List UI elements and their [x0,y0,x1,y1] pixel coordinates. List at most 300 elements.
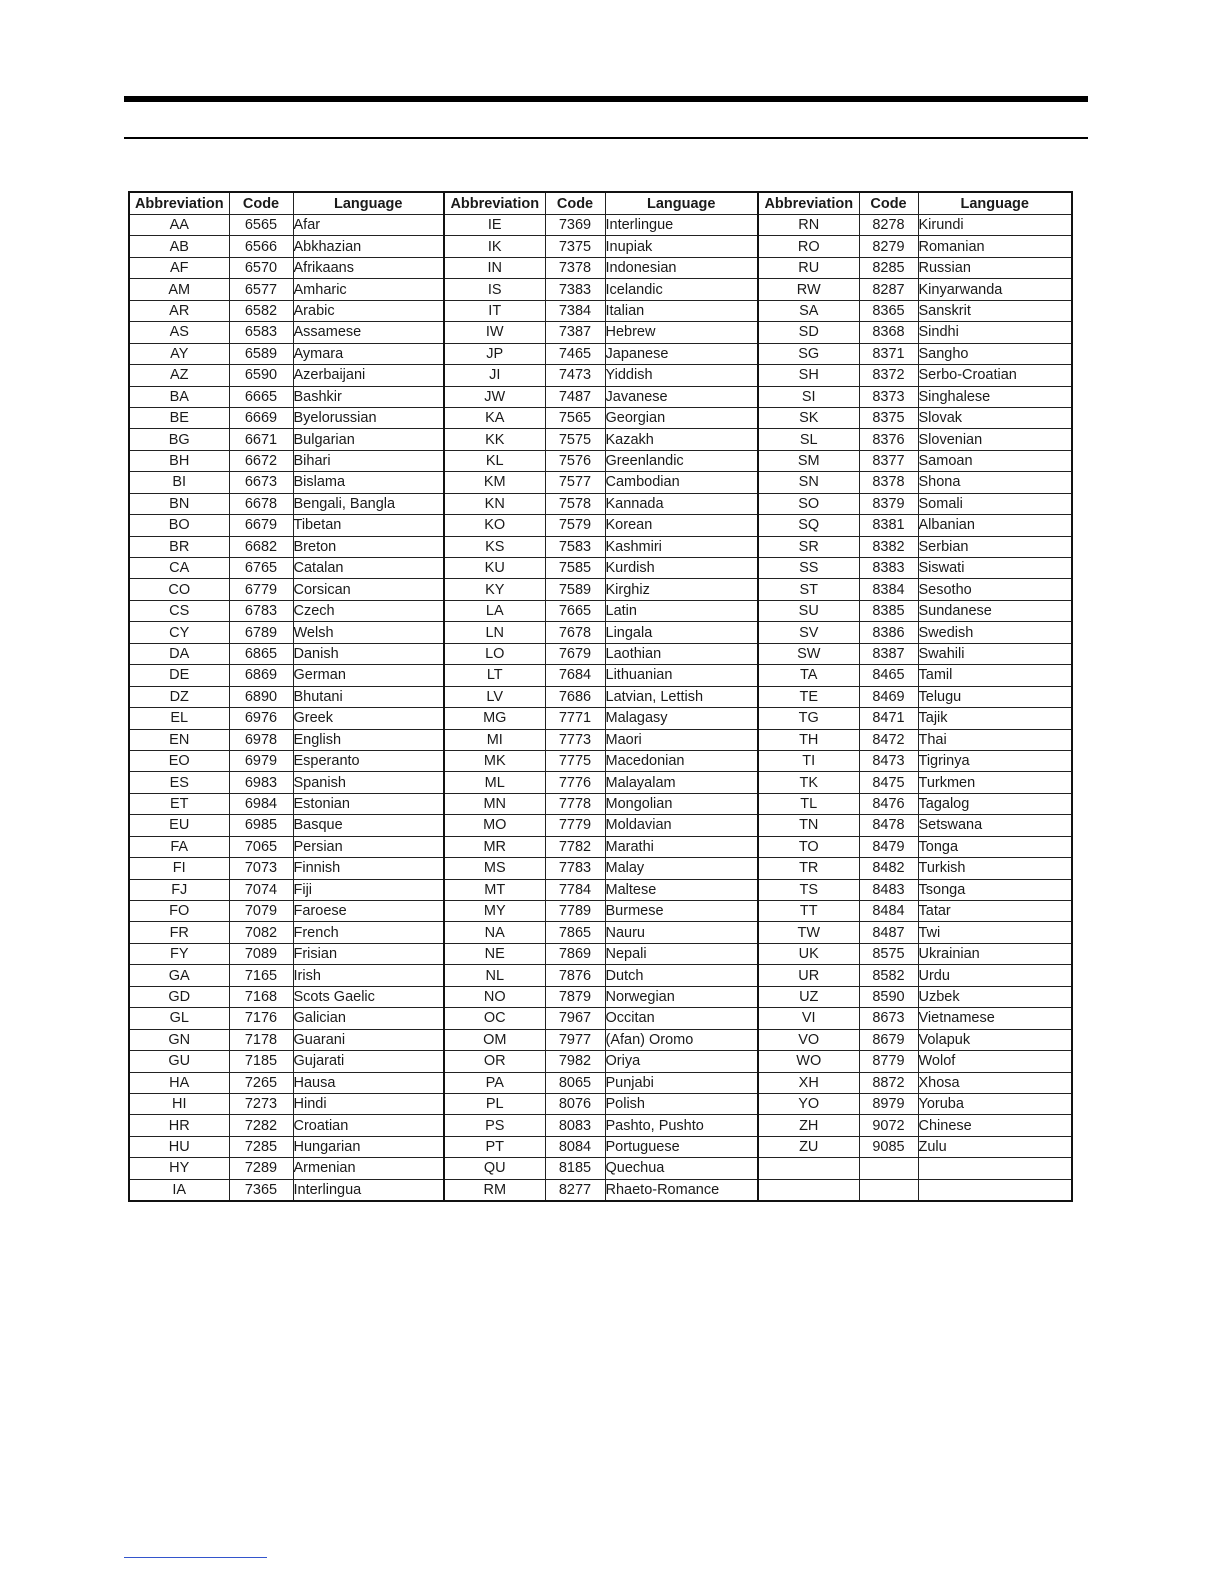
language-cell: Sundanese [918,600,1072,621]
abbreviation-cell: KS [444,536,545,557]
language-cell: Tajik [918,708,1072,729]
language-cell: Rhaeto-Romance [605,1179,758,1201]
code-cell: 6582 [229,300,293,321]
language-cell: Tamil [918,665,1072,686]
language-cell: Uzbek [918,986,1072,1007]
abbreviation-cell: MT [444,879,545,900]
code-cell: 7168 [229,986,293,1007]
language-cell: Tsonga [918,879,1072,900]
code-cell: 6590 [229,365,293,386]
language-cell: Bashkir [293,386,444,407]
abbreviation-cell: UR [758,965,859,986]
abbreviation-cell: NE [444,943,545,964]
code-cell: 8384 [859,579,918,600]
language-cell: German [293,665,444,686]
code-cell: 9085 [859,1136,918,1157]
language-cell: Somali [918,493,1072,514]
abbreviation-cell: EN [129,729,229,750]
table-row [129,1008,1072,1029]
abbreviation-cell: TH [758,729,859,750]
header-code-1: Code [229,192,293,215]
language-cell: Punjabi [605,1072,758,1093]
language-cell: Polish [605,1093,758,1114]
language-cell: Japanese [605,343,758,364]
code-cell: 7776 [545,772,605,793]
abbreviation-cell: ST [758,579,859,600]
table-row [129,536,1072,557]
language-cell: Turkish [918,858,1072,879]
language-cell: Interlingua [293,1179,444,1201]
abbreviation-cell: RU [758,257,859,278]
code-cell: 6673 [229,472,293,493]
code-cell: 7579 [545,515,605,536]
abbreviation-cell: SM [758,450,859,471]
abbreviation-cell: NO [444,986,545,1007]
code-cell: 7079 [229,901,293,922]
table-row [129,215,1072,236]
code-cell: 9072 [859,1115,918,1136]
language-cell: Azerbaijani [293,365,444,386]
language-cell: Interlingue [605,215,758,236]
abbreviation-cell: DE [129,665,229,686]
language-cell: Chinese [918,1115,1072,1136]
code-cell: 7686 [545,686,605,707]
abbreviation-cell: IA [129,1179,229,1201]
abbreviation-cell: GL [129,1008,229,1029]
table-row [129,600,1072,621]
abbreviation-cell: SS [758,558,859,579]
abbreviation-cell: IS [444,279,545,300]
abbreviation-cell: KO [444,515,545,536]
table-row [129,643,1072,664]
abbreviation-cell: VI [758,1008,859,1029]
code-cell: 7771 [545,708,605,729]
code-cell: 8378 [859,472,918,493]
language-cell: Volapuk [918,1029,1072,1050]
abbreviation-cell: AS [129,322,229,343]
code-cell: 7784 [545,879,605,900]
code-cell: 7678 [545,622,605,643]
language-cell: Oriya [605,1051,758,1072]
abbreviation-cell: UK [758,943,859,964]
abbreviation-cell: BG [129,429,229,450]
abbreviation-cell [758,1158,859,1179]
code-cell: 8065 [545,1072,605,1093]
table-row [129,1179,1072,1201]
language-cell: Danish [293,643,444,664]
language-cell: Turkmen [918,772,1072,793]
table-row [129,965,1072,986]
header-language-3: Language [918,192,1072,215]
table-row [129,1051,1072,1072]
footer-link-underline [124,1557,267,1558]
abbreviation-cell: CO [129,579,229,600]
code-cell: 8084 [545,1136,605,1157]
code-cell: 8679 [859,1029,918,1050]
abbreviation-cell: TI [758,750,859,771]
language-cell: Shona [918,472,1072,493]
language-cell: Aymara [293,343,444,364]
code-cell: 7782 [545,836,605,857]
abbreviation-cell: TE [758,686,859,707]
code-cell: 6985 [229,815,293,836]
code-cell: 8779 [859,1051,918,1072]
language-cell: Singhalese [918,386,1072,407]
abbreviation-cell: MK [444,750,545,771]
code-cell: 7585 [545,558,605,579]
abbreviation-cell: IN [444,257,545,278]
abbreviation-cell: DA [129,643,229,664]
language-cell: Bengali, Bangla [293,493,444,514]
table-row [129,708,1072,729]
code-cell: 6979 [229,750,293,771]
code-cell: 8278 [859,215,918,236]
code-cell: 6577 [229,279,293,300]
code-cell: 7465 [545,343,605,364]
language-cell: Slovak [918,407,1072,428]
header-rule-thick [124,96,1088,102]
abbreviation-cell: ZU [758,1136,859,1157]
language-cell: Breton [293,536,444,557]
language-cell [918,1158,1072,1179]
language-cell: Javanese [605,386,758,407]
abbreviation-cell: JI [444,365,545,386]
language-cell: Indonesian [605,257,758,278]
language-cell: Czech [293,600,444,621]
code-cell: 8375 [859,407,918,428]
abbreviation-cell: JW [444,386,545,407]
language-cell: Kashmiri [605,536,758,557]
language-cell: Bislama [293,472,444,493]
table-row [129,836,1072,857]
abbreviation-cell: AZ [129,365,229,386]
header-rule-thin [124,137,1088,139]
language-cell: Thai [918,729,1072,750]
code-cell [859,1158,918,1179]
code-cell: 7176 [229,1008,293,1029]
language-cell: Tatar [918,901,1072,922]
language-cell: French [293,922,444,943]
language-cell: Byelorussian [293,407,444,428]
language-cell: Catalan [293,558,444,579]
language-cell: Gujarati [293,1051,444,1072]
abbreviation-cell: SD [758,322,859,343]
code-cell: 7679 [545,643,605,664]
code-cell: 7578 [545,493,605,514]
code-cell: 8979 [859,1093,918,1114]
code-cell: 7365 [229,1179,293,1201]
language-cell: Romanian [918,236,1072,257]
code-cell: 7185 [229,1051,293,1072]
language-cell [918,1179,1072,1201]
code-cell: 6765 [229,558,293,579]
language-cell: Kannada [605,493,758,514]
code-cell: 8582 [859,965,918,986]
language-cell: Italian [605,300,758,321]
code-cell: 6589 [229,343,293,364]
abbreviation-cell: TA [758,665,859,686]
language-cell: Dutch [605,965,758,986]
code-cell: 8482 [859,858,918,879]
abbreviation-cell: MR [444,836,545,857]
abbreviation-cell: TL [758,793,859,814]
code-cell: 6983 [229,772,293,793]
language-cell: Korean [605,515,758,536]
code-cell: 7977 [545,1029,605,1050]
language-cell: Corsican [293,579,444,600]
language-cell: Tagalog [918,793,1072,814]
code-cell: 8483 [859,879,918,900]
abbreviation-cell: SK [758,407,859,428]
table-row [129,407,1072,428]
code-cell: 7665 [545,600,605,621]
language-cell: Bulgarian [293,429,444,450]
abbreviation-cell: CS [129,600,229,621]
code-cell: 7576 [545,450,605,471]
abbreviation-cell: FJ [129,879,229,900]
code-cell: 7074 [229,879,293,900]
abbreviation-cell: AB [129,236,229,257]
language-cell: Serbo-Croatian [918,365,1072,386]
language-cell: Albanian [918,515,1072,536]
abbreviation-cell: YO [758,1093,859,1114]
code-cell: 6984 [229,793,293,814]
code-cell: 7265 [229,1072,293,1093]
table-row [129,772,1072,793]
abbreviation-cell: OC [444,1008,545,1029]
abbreviation-cell: EL [129,708,229,729]
language-cell: Twi [918,922,1072,943]
code-cell: 8287 [859,279,918,300]
abbreviation-cell: TS [758,879,859,900]
abbreviation-cell: ZH [758,1115,859,1136]
language-cell: Bihari [293,450,444,471]
abbreviation-cell: TK [758,772,859,793]
abbreviation-cell: TN [758,815,859,836]
abbreviation-cell: TW [758,922,859,943]
abbreviation-cell: QU [444,1158,545,1179]
abbreviation-cell [758,1179,859,1201]
code-cell: 7387 [545,322,605,343]
code-cell: 6682 [229,536,293,557]
code-cell: 8383 [859,558,918,579]
abbreviation-cell: FO [129,901,229,922]
language-cell: Telugu [918,686,1072,707]
abbreviation-cell: WO [758,1051,859,1072]
language-cell: Amharic [293,279,444,300]
table-row [129,665,1072,686]
code-cell: 7865 [545,922,605,943]
code-cell: 7369 [545,215,605,236]
code-cell: 7775 [545,750,605,771]
code-cell: 8479 [859,836,918,857]
table-row [129,322,1072,343]
abbreviation-cell: IK [444,236,545,257]
abbreviation-cell: AM [129,279,229,300]
table-row [129,750,1072,771]
abbreviation-cell: AF [129,257,229,278]
code-cell: 6978 [229,729,293,750]
code-cell: 8484 [859,901,918,922]
code-cell: 8386 [859,622,918,643]
abbreviation-cell: IE [444,215,545,236]
abbreviation-cell: BR [129,536,229,557]
code-cell: 6672 [229,450,293,471]
table-row [129,901,1072,922]
language-cell: Hungarian [293,1136,444,1157]
abbreviation-cell: UZ [758,986,859,1007]
language-cell: Esperanto [293,750,444,771]
abbreviation-cell: HU [129,1136,229,1157]
table-row [129,300,1072,321]
code-cell: 6789 [229,622,293,643]
language-cell: Mongolian [605,793,758,814]
table-row [129,986,1072,1007]
language-cell: Malagasy [605,708,758,729]
abbreviation-cell: LN [444,622,545,643]
code-cell: 8083 [545,1115,605,1136]
table-row [129,793,1072,814]
abbreviation-cell: JP [444,343,545,364]
language-cell: Norwegian [605,986,758,1007]
abbreviation-cell: SW [758,643,859,664]
code-cell: 8475 [859,772,918,793]
abbreviation-cell: MN [444,793,545,814]
table-row [129,343,1072,364]
language-cell: Yiddish [605,365,758,386]
code-cell: 6678 [229,493,293,514]
language-cell: Kurdish [605,558,758,579]
code-cell: 8472 [859,729,918,750]
abbreviation-cell: ES [129,772,229,793]
abbreviation-cell: NA [444,922,545,943]
abbreviation-cell: SL [758,429,859,450]
abbreviation-cell: ML [444,772,545,793]
abbreviation-cell: XH [758,1072,859,1093]
language-cell: Basque [293,815,444,836]
abbreviation-cell: TT [758,901,859,922]
language-cell: Nepali [605,943,758,964]
abbreviation-cell: KM [444,472,545,493]
abbreviation-cell: AR [129,300,229,321]
code-cell: 6665 [229,386,293,407]
table-row [129,815,1072,836]
table-row [129,386,1072,407]
code-cell: 8575 [859,943,918,964]
code-cell: 6976 [229,708,293,729]
table-row [129,558,1072,579]
abbreviation-cell: CA [129,558,229,579]
code-cell: 8478 [859,815,918,836]
abbreviation-cell: HR [129,1115,229,1136]
table-row [129,365,1072,386]
table-row [129,515,1072,536]
abbreviation-cell: SR [758,536,859,557]
language-cell: Kinyarwanda [918,279,1072,300]
code-cell: 8476 [859,793,918,814]
language-cell: Maori [605,729,758,750]
abbreviation-cell: LT [444,665,545,686]
abbreviation-cell: RM [444,1179,545,1201]
code-cell: 7473 [545,365,605,386]
code-cell: 7575 [545,429,605,450]
abbreviation-cell: OR [444,1051,545,1072]
code-cell: 8471 [859,708,918,729]
code-cell: 8379 [859,493,918,514]
code-cell: 8872 [859,1072,918,1093]
language-cell: Samoan [918,450,1072,471]
table-row [129,858,1072,879]
code-cell: 6869 [229,665,293,686]
code-cell: 6583 [229,322,293,343]
language-code-table [128,191,1073,1202]
abbreviation-cell: RO [758,236,859,257]
table-row [129,879,1072,900]
abbreviation-cell: MI [444,729,545,750]
language-cell: Kazakh [605,429,758,450]
language-cell: Vietnamese [918,1008,1072,1029]
code-cell: 8279 [859,236,918,257]
code-cell: 7967 [545,1008,605,1029]
table-row [129,686,1072,707]
language-cell: Xhosa [918,1072,1072,1093]
table-row [129,922,1072,943]
language-cell: Hindi [293,1093,444,1114]
language-cell: Faroese [293,901,444,922]
language-cell: Tibetan [293,515,444,536]
code-cell: 7487 [545,386,605,407]
abbreviation-cell: BH [129,450,229,471]
code-cell: 7273 [229,1093,293,1114]
language-cell: Guarani [293,1029,444,1050]
code-cell: 7779 [545,815,605,836]
language-cell: Frisian [293,943,444,964]
code-cell: 6679 [229,515,293,536]
code-cell: 6671 [229,429,293,450]
language-cell: Portuguese [605,1136,758,1157]
language-cell: Inupiak [605,236,758,257]
code-cell: 7065 [229,836,293,857]
abbreviation-cell: PS [444,1115,545,1136]
code-cell: 8376 [859,429,918,450]
abbreviation-cell: MG [444,708,545,729]
code-cell: 7684 [545,665,605,686]
language-cell: Spanish [293,772,444,793]
language-cell: Estonian [293,793,444,814]
abbreviation-cell: SV [758,622,859,643]
table-row [129,1158,1072,1179]
language-cell: Kirundi [918,215,1072,236]
code-cell: 7089 [229,943,293,964]
language-cell: Moldavian [605,815,758,836]
abbreviation-cell: IT [444,300,545,321]
language-cell: Afar [293,215,444,236]
abbreviation-cell: FR [129,922,229,943]
abbreviation-cell: BO [129,515,229,536]
abbreviation-cell: IW [444,322,545,343]
code-cell: 6865 [229,643,293,664]
abbreviation-cell: RW [758,279,859,300]
abbreviation-cell: HI [129,1093,229,1114]
code-cell: 8368 [859,322,918,343]
language-cell: Nauru [605,922,758,943]
language-cell: Persian [293,836,444,857]
abbreviation-cell: FY [129,943,229,964]
table-row [129,1136,1072,1157]
language-cell: Quechua [605,1158,758,1179]
code-cell: 7982 [545,1051,605,1072]
language-cell: Bhutani [293,686,444,707]
